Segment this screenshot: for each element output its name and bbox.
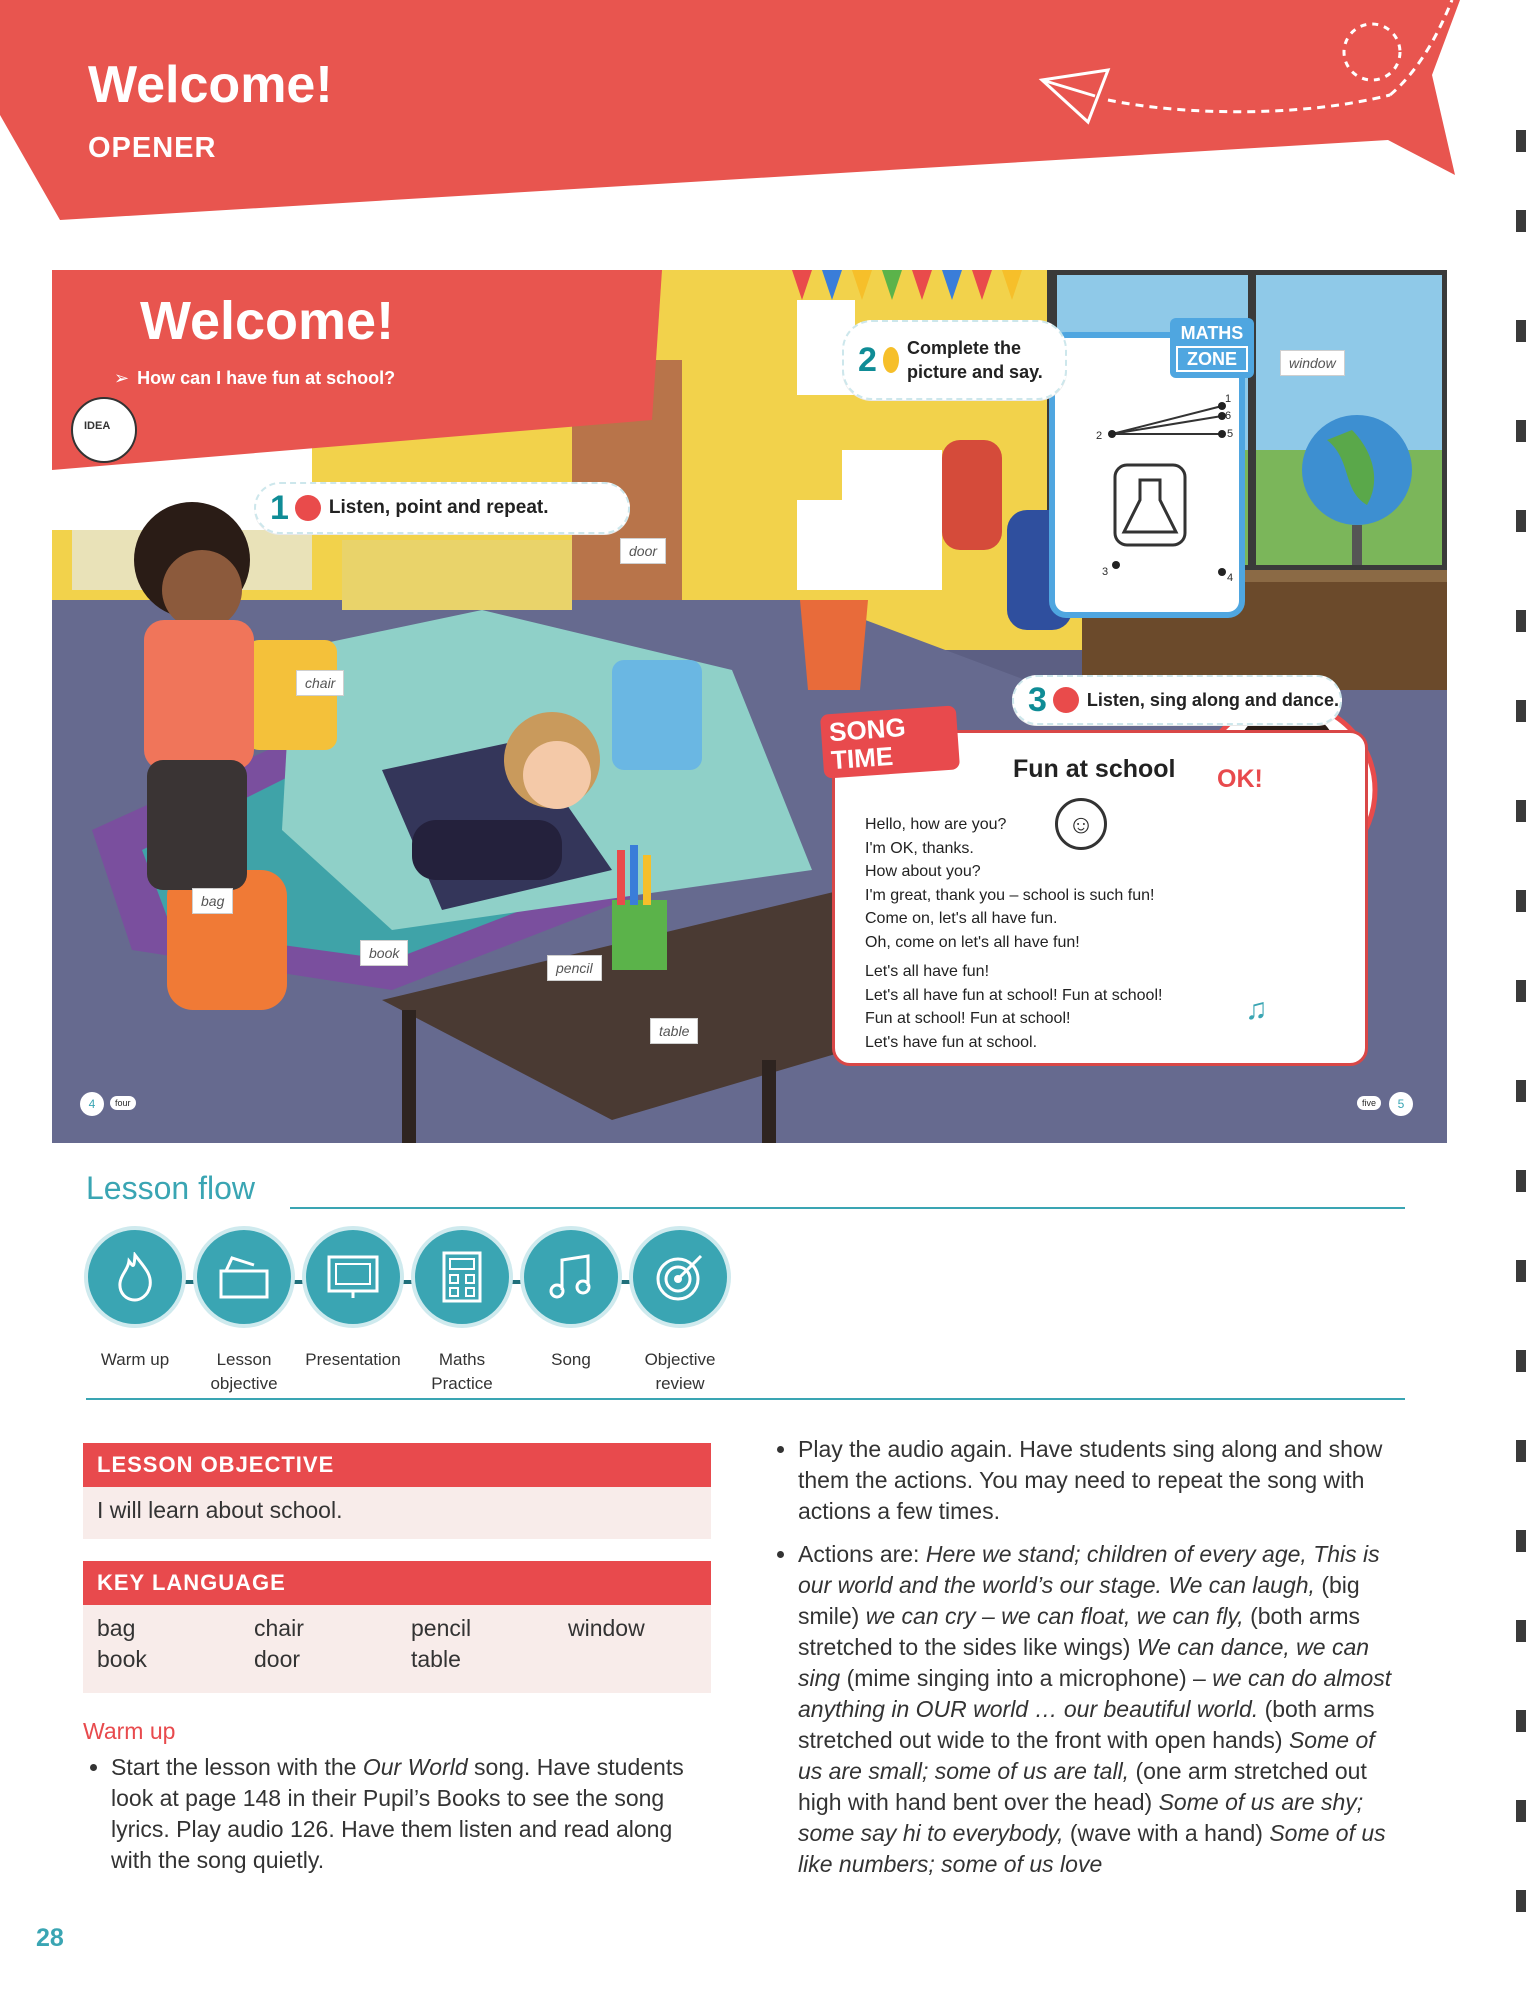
dot-number: 4 — [1227, 572, 1234, 584]
spread-question — [114, 368, 395, 389]
text-run: we can do almost anything in OUR world … our beautiful world. — [798, 1665, 1392, 1722]
flow-step-song — [511, 1226, 631, 1372]
activity-3-text: Listen, sing along and dance. — [1086, 689, 1339, 710]
lyric-line: I'm OK, thanks. — [865, 839, 974, 857]
maths-zone-badge — [1170, 318, 1254, 378]
text-run: Some of us like numbers; some of us love — [798, 1820, 1386, 1877]
calculator-icon — [411, 1226, 513, 1328]
lyric-line: Let's have fun at school. — [865, 1033, 1038, 1051]
key-word: window — [568, 1615, 645, 1641]
key-word: chair — [254, 1615, 304, 1641]
warm-up-bullets — [83, 1752, 703, 1888]
header-subtitle: OPENER — [88, 132, 217, 164]
activity-3-callout — [1012, 675, 1342, 725]
lesson-objective-heading: LESSON OBJECTIVE — [83, 1443, 711, 1487]
word-tag: table — [650, 1018, 698, 1044]
pupil-book-spread — [52, 270, 1447, 1143]
spread-question-text: How can I have fun at school? — [137, 368, 396, 388]
page-number-right: 5 — [1389, 1092, 1413, 1116]
lyric-line: Let's all have fun at school! Fun at school! — [865, 986, 1163, 1004]
flow-label: objective — [210, 1374, 278, 1393]
lyric-line: Oh, come on let's all have fun! — [865, 933, 1080, 951]
audio-icon — [1053, 687, 1079, 713]
flow-step-objective-review — [620, 1226, 740, 1396]
flow-label: Lesson — [216, 1350, 272, 1369]
song-lyrics — [865, 813, 1162, 1054]
text-run: Actions are: — [798, 1541, 926, 1567]
song-time-line2: TIME — [830, 740, 895, 776]
song-card — [832, 730, 1368, 1066]
text-run: (mime singing into a microphone) – — [840, 1665, 1213, 1691]
lyric-line: Hello, how are you? — [865, 816, 1007, 833]
word-tag: chair — [296, 670, 344, 696]
word-tag: door — [620, 538, 666, 564]
bullet: • Play the audio again. Have students sing along and show them the actions. You may need to repeat the song with actions a few times. — [798, 1434, 1405, 1527]
screen-icon — [302, 1226, 404, 1328]
flow-step-maths-practice — [402, 1226, 522, 1396]
idea-bulb-icon: IDEA — [84, 420, 111, 432]
text-run: We can dance, we can sing — [798, 1634, 1370, 1691]
paper-plane-icon: ➢ — [114, 368, 130, 388]
key-word: bag — [97, 1615, 136, 1641]
page-number-left: 4 — [80, 1092, 104, 1116]
music-note-icon: ♫ — [1245, 993, 1268, 1026]
text-run: Some of us are small; some of us are tall, — [798, 1727, 1375, 1784]
activity-1-callout — [254, 482, 630, 534]
lesson-objective-text: I will learn about school. — [83, 1487, 711, 1539]
dot-number: 1 — [1225, 393, 1232, 405]
flow-label: Song — [551, 1350, 591, 1369]
divider — [290, 1207, 1405, 1209]
dot-number: 6 — [1225, 410, 1232, 422]
flow-label: Maths — [438, 1350, 486, 1369]
activity-2-callout — [842, 320, 1067, 400]
activity-1-number: 1 — [270, 488, 289, 527]
song-title: Fun at school — [1013, 755, 1176, 783]
text-run: Some of us are shy; some say hi to everybody, — [798, 1789, 1364, 1846]
text-run: we can cry – we can float, we can fly, — [865, 1603, 1244, 1629]
idea-icon — [883, 347, 899, 373]
key-language-box — [83, 1605, 711, 1693]
lyric-line: Fun at school! Fun at school! — [865, 1010, 1071, 1027]
right-column-bullets — [770, 1434, 1405, 1892]
lyric-line: Let's all have fun! — [865, 963, 990, 980]
audio-icon — [295, 495, 321, 521]
lyric-line: Come on, let's all have fun. — [865, 910, 1058, 927]
bullet — [798, 1539, 1405, 1880]
key-word: table — [411, 1646, 461, 1672]
smiley-icon: ☺ — [1055, 798, 1107, 850]
page-number: 28 — [36, 1924, 64, 1952]
key-word: door — [254, 1646, 301, 1672]
word-tag: pencil — [547, 955, 602, 981]
divider — [86, 1398, 1405, 1400]
page-word-right: five — [1357, 1096, 1381, 1110]
activity-2-text: Complete the picture and say. — [907, 338, 1043, 382]
text-run: (both arms stretched to the sides like wings) — [798, 1603, 1361, 1660]
dot-number: 2 — [1096, 430, 1103, 442]
flow-step-presentation — [293, 1226, 413, 1372]
flow-label: Objective — [644, 1350, 716, 1369]
text-run: Our World — [362, 1754, 468, 1780]
lyric-line: I'm great, thank you – school is such fun! — [865, 886, 1155, 904]
dot-number: 3 — [1102, 566, 1109, 578]
flow-label: Practice — [431, 1374, 493, 1393]
activity-3-number: 3 — [1028, 680, 1047, 719]
lyric-line: How about you? — [865, 863, 981, 880]
word-tag: bag — [192, 888, 233, 914]
text-run: (one arm stretched out high with hand bent over the head) — [798, 1758, 1367, 1815]
warm-up-heading: Warm up — [83, 1718, 176, 1744]
text-run: Here we stand; children of every age, This is our world and the world’s our stage. We can laugh, — [798, 1541, 1380, 1598]
lesson-flow-title: Lesson flow — [86, 1170, 255, 1206]
song-time-badge — [820, 705, 960, 778]
key-word: pencil — [411, 1615, 472, 1641]
activity-2-number: 2 — [858, 340, 877, 379]
key-word: book — [97, 1646, 147, 1672]
warm-up-bullet — [111, 1752, 703, 1876]
flow-label: Presentation — [305, 1350, 401, 1369]
spiral-binding — [1502, 0, 1532, 2000]
flow-step-warm-up — [75, 1226, 195, 1372]
text-run: (big smile) — [798, 1572, 1360, 1629]
flow-label: Warm up — [100, 1350, 170, 1369]
text-run: (both arms stretched out wide to the front with open hands) — [798, 1696, 1375, 1753]
text-run: Start the lesson with the — [111, 1754, 363, 1780]
flame-icon — [84, 1226, 186, 1328]
flow-label: review — [655, 1374, 705, 1393]
dot-number: 5 — [1227, 428, 1234, 440]
activity-1-text: Listen, point and repeat. — [328, 497, 549, 518]
text-run: (wave with a hand) — [1063, 1820, 1270, 1846]
flow-step-lesson-objective — [184, 1226, 304, 1396]
spread-title: Welcome! — [140, 291, 395, 351]
folder-icon — [193, 1226, 295, 1328]
page-word-left: four — [110, 1096, 136, 1110]
key-word — [568, 1646, 725, 1673]
maths-zone-line2: ZONE — [1176, 346, 1248, 372]
word-tag: window — [1280, 350, 1345, 376]
music-note-icon — [520, 1226, 622, 1328]
maths-zone-line1: MATHS — [1180, 323, 1244, 343]
song-time-line1: SONG — [828, 711, 907, 748]
header-title: Welcome! — [88, 56, 333, 114]
word-tag: book — [360, 940, 408, 966]
target-icon — [629, 1226, 731, 1328]
key-language-heading: KEY LANGUAGE — [83, 1561, 711, 1605]
text-run: song. Have students look at page 148 in their Pupil’s Books to see the song lyrics. Play audio 126. Have them listen and read along with the song quietly. — [111, 1754, 684, 1873]
ok-text: OK! — [1217, 765, 1263, 793]
